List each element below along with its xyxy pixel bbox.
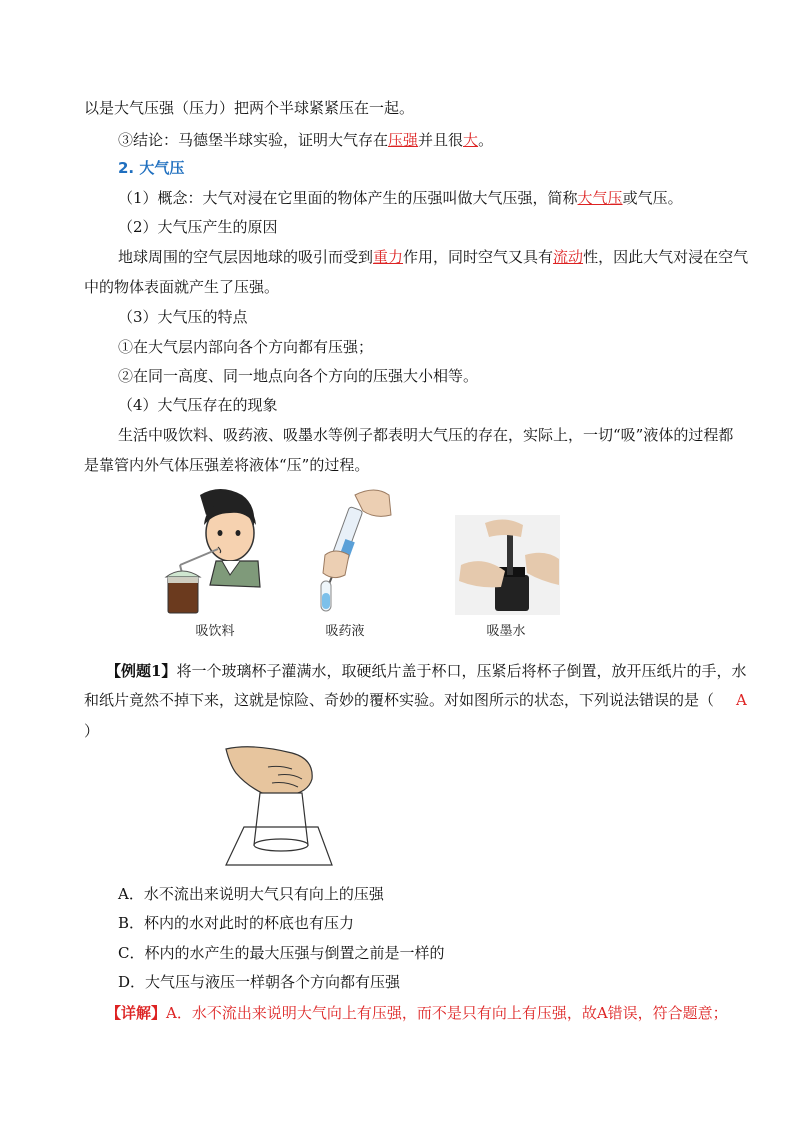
text-line: 以是大气压强（压力）把两个半球紧紧压在一起。 bbox=[84, 99, 415, 117]
ink-filling-photo bbox=[455, 515, 560, 615]
example-line bbox=[84, 690, 747, 710]
text: 地球周围的空气层因地球的吸引而受到 bbox=[118, 248, 374, 266]
key-term: 重力 bbox=[373, 248, 404, 266]
text: 将一个玻璃杯子灌满水，取硬纸片盖于杯口，压紧后将杯子倒置，放开压纸片的手，水 bbox=[176, 662, 747, 680]
syringe-illustration bbox=[305, 485, 395, 615]
example-line bbox=[106, 661, 746, 681]
text: 并且很 bbox=[418, 131, 464, 149]
text-line: ①在大气层内部向各个方向都有压强； bbox=[118, 338, 374, 356]
detail-line bbox=[106, 1003, 728, 1023]
option-b: B．杯内的水对此时的杯底也有压力 bbox=[118, 914, 355, 932]
key-term: 压强 bbox=[388, 131, 419, 149]
boy-drinking-illustration bbox=[160, 485, 270, 615]
text-line bbox=[118, 188, 683, 208]
caption-drink: 吸饮料 bbox=[195, 624, 235, 639]
text-line: （4）大气压存在的现象 bbox=[118, 396, 278, 414]
text-line: 生活中吸饮料、吸药液、吸墨水等例子都表明大气压的存在，实际上，一切“吸”液体的过程都 bbox=[118, 426, 734, 444]
text-line: （2）大气压产生的原因 bbox=[118, 218, 278, 236]
caption-medicine: 吸药液 bbox=[325, 624, 365, 639]
answer: A bbox=[736, 691, 747, 709]
key-term: 大 bbox=[463, 131, 479, 149]
key-term: 流动 bbox=[553, 248, 584, 266]
text-line bbox=[118, 247, 748, 267]
option-a: A．水不流出来说明大气只有向上的压强 bbox=[118, 885, 384, 903]
section-heading: 2. 大气压 bbox=[118, 159, 185, 177]
text: 作用，同时空气又具有 bbox=[403, 248, 554, 266]
detail-tag: 【详解】 bbox=[106, 1004, 167, 1022]
key-term: 大气压 bbox=[577, 189, 623, 207]
caption-ink: 吸墨水 bbox=[486, 624, 526, 639]
option-c: C．杯内的水产生的最大压强与倒置之前是一样的 bbox=[118, 944, 445, 962]
text: ③结论：马德堡半球实验，证明大气存在 bbox=[118, 131, 389, 149]
text: （1）概念：大气对浸在它里面的物体产生的压强叫做大气压强，简称 bbox=[118, 189, 578, 207]
example-tag: 【例题1】 bbox=[106, 662, 177, 680]
inverted-cup-illustration bbox=[222, 745, 342, 870]
text-line: ②在同一高度、同一地点向各个方向的压强大小相等。 bbox=[118, 367, 479, 385]
text: 或气压。 bbox=[622, 189, 683, 207]
text-line: 中的物体表面就产生了压强。 bbox=[84, 278, 280, 296]
text: 性，因此大气对浸在空气 bbox=[583, 248, 749, 266]
text: A．水不流出来说明大气向上有压强，而不是只有向上有压强，故A错误，符合题意； bbox=[166, 1004, 728, 1022]
text: 。 bbox=[478, 131, 494, 149]
text-line: 是靠管内外气体压强差将液体“压”的过程。 bbox=[84, 456, 370, 474]
text-line bbox=[118, 130, 493, 150]
text: 和纸片竟然不掉下来，这就是惊险、奇妙的覆杯实验。对如图所示的状态，下列说法错误的是（ bbox=[84, 691, 715, 709]
option-d: D．大气压与液压一样朝各个方向都有压强 bbox=[118, 973, 401, 991]
example-line: ） bbox=[84, 722, 100, 740]
text-line: （3）大气压的特点 bbox=[118, 308, 248, 326]
